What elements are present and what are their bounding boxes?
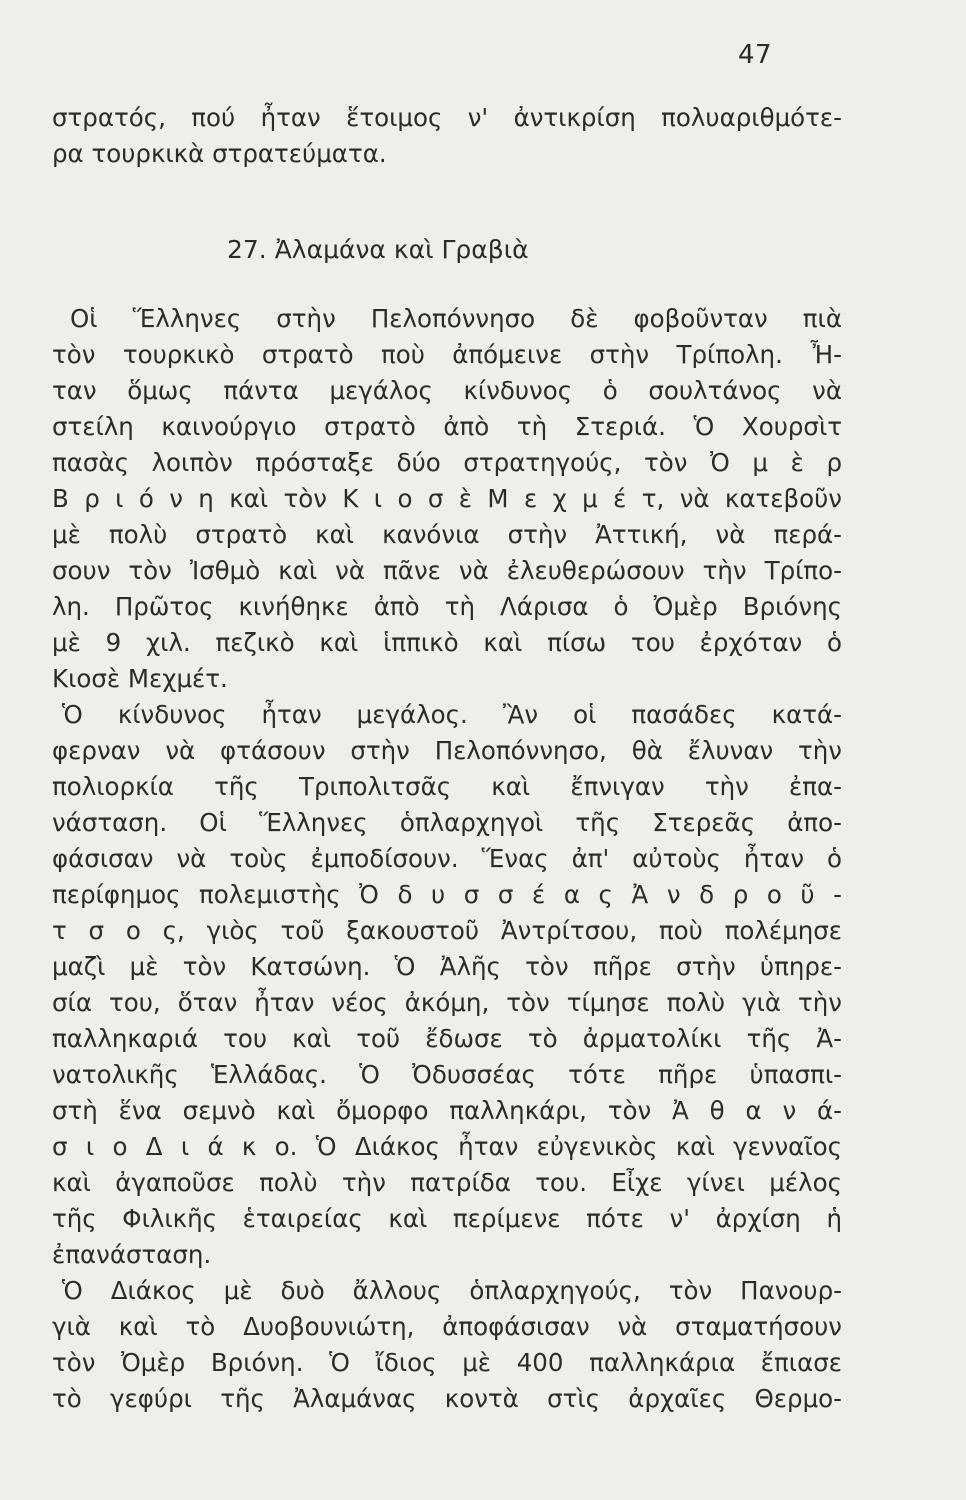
text-line: γιὰ καὶ τὸ Δυοβουνιώτη, ἀποφάσισαν νὰ σταματήσουν bbox=[52, 1312, 842, 1341]
text-line: φερναν νὰ φτάσουν στὴν Πελοπόννησο, θὰ ἔλυναν τὴν bbox=[52, 736, 842, 765]
text-line: στὴ ἕνα σεμνὸ καὶ ὄμορφο παλληκάρι, τὸν Ἀ θ α ν ά- bbox=[52, 1096, 842, 1125]
text-line: τῆς Φιλικῆς ἑταιρείας καὶ περίμενε πότε ν' ἀρχίση ἡ bbox=[52, 1204, 842, 1233]
text-line: μαζὶ μὲ τὸν Κατσώνη. Ὁ Ἀλῆς τὸν πῆρε στὴν ὑπηρε- bbox=[52, 952, 842, 981]
text-line: ἐπανάσταση. bbox=[52, 1240, 212, 1269]
text-line: Β ρ ι ό ν η καὶ τὸν Κ ι ο σ ὲ Μ ε χ μ έ τ, νὰ κατεβοῦν bbox=[52, 484, 842, 513]
text-line: στρατός, πού ἦταν ἕτοιμος ν' ἀντικρίση πολυαριθμότε- bbox=[52, 103, 842, 132]
text-line: ταν ὅμως πάντα μεγάλος κίνδυνος ὁ σουλτάνος νὰ bbox=[52, 376, 842, 405]
text-line: φάσισαν νὰ τοὺς ἐμποδίσουν. Ἕνας ἀπ' αὐτοὺς ἦταν ὁ bbox=[52, 844, 842, 873]
text-line: μὲ πολὺ στρατὸ καὶ κανόνια στὴν Ἀττική, νὰ περά- bbox=[52, 520, 842, 549]
text-line: πασὰς λοιπὸν πρόσταξε δύο στρατηγούς, τὸν Ὀ μ ὲ ρ bbox=[52, 448, 842, 477]
text-line: παλληκαριά του καὶ τοῦ ἔδωσε τὸ ἀρματολίκι τῆς Ἀ- bbox=[52, 1024, 842, 1053]
section-heading: 27. Ἀλαμάνα καὶ Γραβιὰ bbox=[227, 235, 529, 264]
text-line: μὲ 9 χιλ. πεζικὸ καὶ ἱππικὸ καὶ πίσω του ἐρχόταν ὁ bbox=[52, 628, 842, 657]
text-line: περίφημος πολεμιστὴς Ὀ δ υ σ σ έ α ς Ἀ ν δ ρ ο ῦ - bbox=[52, 880, 842, 909]
page-number: 47 bbox=[738, 40, 773, 70]
paragraph-3 bbox=[52, 1273, 842, 1417]
text-line: τὸν τουρκικὸ στρατὸ ποὺ ἀπόμεινε στὴν Τρίπολη. Ἦ- bbox=[52, 340, 842, 369]
intro-text bbox=[52, 100, 842, 172]
text-line: τ σ ο ς, γιὸς τοῦ ξακουστοῦ Ἀντρίτσου, ποὺ πολέμησε bbox=[52, 916, 842, 945]
text-line: τὸ γεφύρι τῆς Ἀλαμάνας κοντὰ στὶς ἀρχαῖες Θερμο- bbox=[52, 1384, 842, 1413]
text-line: ρα τουρκικὰ στρατεύματα. bbox=[52, 139, 387, 168]
paragraph-2 bbox=[52, 697, 842, 1273]
text-line: στείλη καινούργιο στρατὸ ἀπὸ τὴ Στεριά. Ὁ Χουρσὶτ bbox=[52, 412, 842, 441]
text-line: Οἱ Ἕλληνες στὴν Πελοπόννησο δὲ φοβοῦνταν πιὰ bbox=[70, 304, 842, 333]
text-line: Ὁ Διάκος μὲ δυὸ ἄλλους ὁπλαρχηγούς, τὸν Πανουρ- bbox=[62, 1276, 842, 1305]
text-line: τὸν Ὀμὲρ Βριόνη. Ὁ ἴδιος μὲ 400 παλληκάρια ἔπιασε bbox=[52, 1348, 842, 1377]
text-line: Ὁ κίνδυνος ἦταν μεγάλος. Ἂν οἱ πασάδες κατά- bbox=[62, 700, 842, 729]
text-line: σία του, ὅταν ἦταν νέος ἀκόμη, τὸν τίμησε πολὺ γιὰ τὴν bbox=[52, 988, 842, 1017]
paragraph-1 bbox=[52, 301, 842, 697]
text-line: πολιορκία τῆς Τριπολιτσᾶς καὶ ἔπνιγαν τὴν ἐπα- bbox=[52, 772, 842, 801]
text-line: Κιοσὲ Μεχμέτ. bbox=[52, 664, 228, 693]
page-body bbox=[52, 100, 842, 1417]
text-line: σ ι ο Δ ι ά κ ο. Ὁ Διάκος ἦταν εὐγενικὸς καὶ γενναῖος bbox=[52, 1132, 842, 1161]
text-line: λη. Πρῶτος κινήθηκε ἀπὸ τὴ Λάρισα ὁ Ὀμὲρ Βριόνης bbox=[52, 592, 842, 621]
text-line: καὶ ἀγαποῦσε πολὺ τὴν πατρίδα του. Εἶχε γίνει μέλος bbox=[52, 1168, 842, 1197]
text-line: σουν τὸν Ἰσθμὸ καὶ νὰ πᾶνε νὰ ἐλευθερώσουν τὴν Τρίπο- bbox=[52, 556, 842, 585]
text-line: νατολικῆς Ἑλλάδας. Ὁ Ὀδυσσέας τότε πῆρε ὑπασπι- bbox=[52, 1060, 842, 1089]
text-line: νάσταση. Οἱ Ἕλληνες ὁπλαρχηγοὶ τῆς Στερεᾶς ἀπο- bbox=[52, 808, 842, 837]
